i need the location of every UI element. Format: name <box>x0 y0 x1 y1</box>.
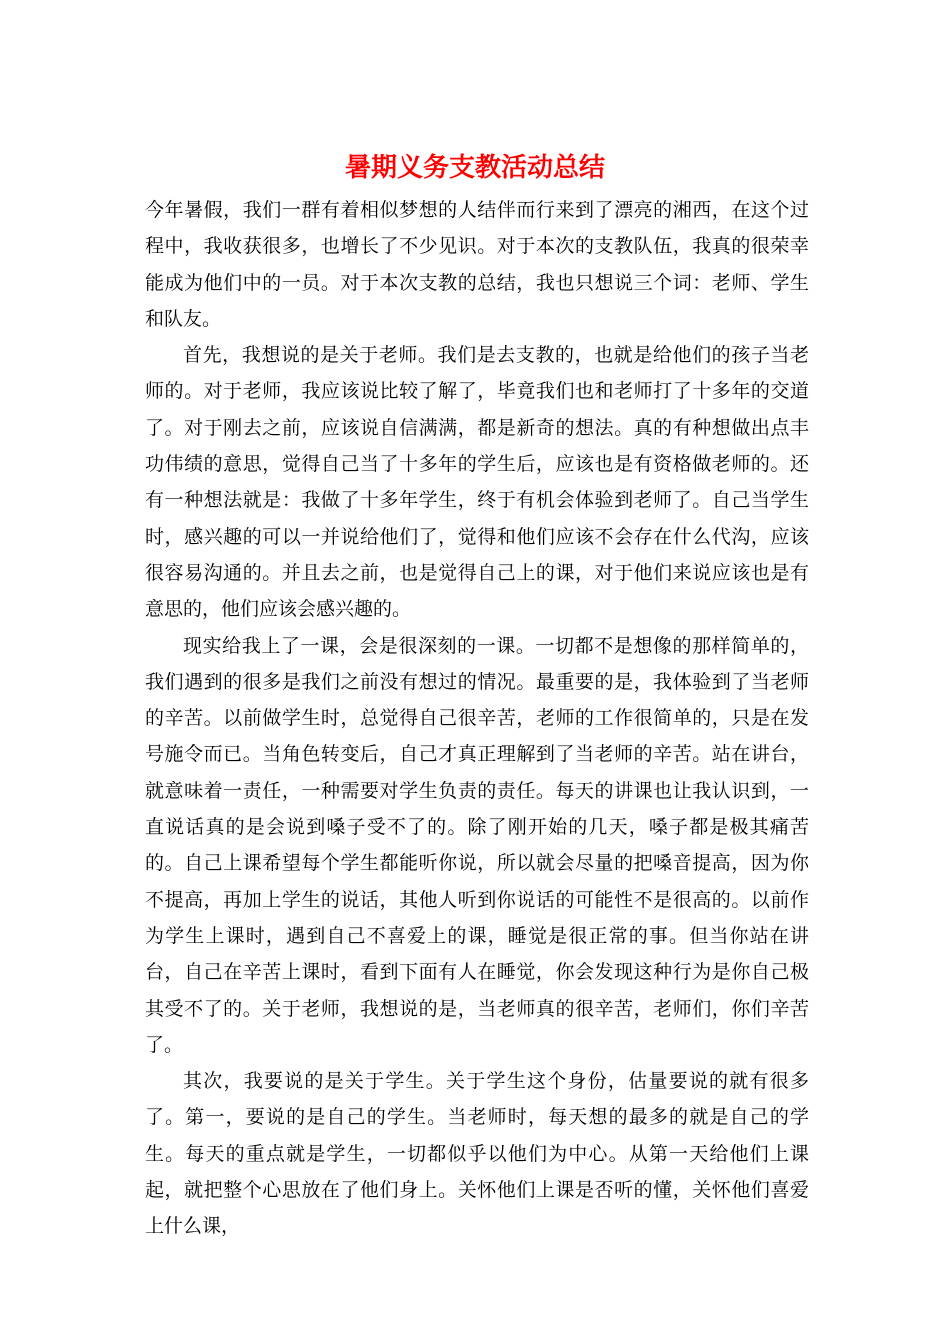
paragraph-teachers: 首先，我想说的是关于老师。我们是去支教的，也就是给他们的孩子当老师的。对于老师，我应该说比较了解了，毕竟我们也和老师打了十多年的交道了。对于刚去之前，应该说自信满满，都是新奇的想法。真的有种想做出点丰功伟绩的意思，觉得自己当了十多年的学生后，应该也是有资格做老师的。还有一种想法就是：我做了十多年学生，终于有机会体验到老师了。自己当学生时，感兴趣的可以一并说给他们了，觉得和他们应该不会存在什么代沟，应该很容易沟通的。并且去之前，也是觉得自己上的课，对于他们来说应该也是有意思的，他们应该会感兴趣的。 <box>145 344 809 621</box>
document-title: 暑期义务支教活动总结 <box>344 153 605 183</box>
paragraph-reality: 现实给我上了一课，会是很深刻的一课。一切都不是想像的那样简单的，我们遇到的很多是我们之前没有想过的情况。最重要的是，我体验到了当老师的辛苦。以前做学生时，总觉得自己很辛苦，老师的工作很简单的，只是在发号施令而已。当角色转变后，自己才真正理解到了当老师的辛苦。站在讲台，就意味着一责任，一种需要对学生负责的责任。每天的讲课也让我认识到，一直说话真的是会说到嗓子受不了的。除了刚开始的几天，嗓子都是极其痛苦的。自己上课希望每个学生都能听你说，所以就会尽量的把嗓音提高，因为你不提高，再加上学生的说话，其他人听到你说话的可能性不是很高的。以前作为学生上课时，遇到自己不喜爱上的课，睡觉是很正常的事。但当你站在讲台，自己在辛苦上课时，看到下面有人在睡觉，你会发现这种行为是你自己极其受不了的。关于老师，我想说的是，当老师真的很辛苦，老师们，你们辛苦了。 <box>145 634 809 1056</box>
paragraph-intro: 今年暑假，我们一群有着相似梦想的人结伴而行来到了漂亮的湘西，在这个过程中，我收获很多，也增长了不少见识。对于本次的支教队伍，我真的很荣幸能成为他们中的一员。对于本次支教的总结，我也只想说三个词：老师、学生和队友。 <box>145 199 809 330</box>
document-body <box>145 192 809 1245</box>
paragraph-students: 其次，我要说的是关于学生。关于学生这个身份，估量要说的就有很多了。第一，要说的是自己的学生。当老师时，每天想的最多的就是自己的学生。每天的重点就是学生，一切都似乎以他们为中心。从第一天给他们上课起，就把整个心思放在了他们身上。关怀他们上课是否听的懂，关怀他们喜爱上什么课， <box>145 1070 809 1238</box>
